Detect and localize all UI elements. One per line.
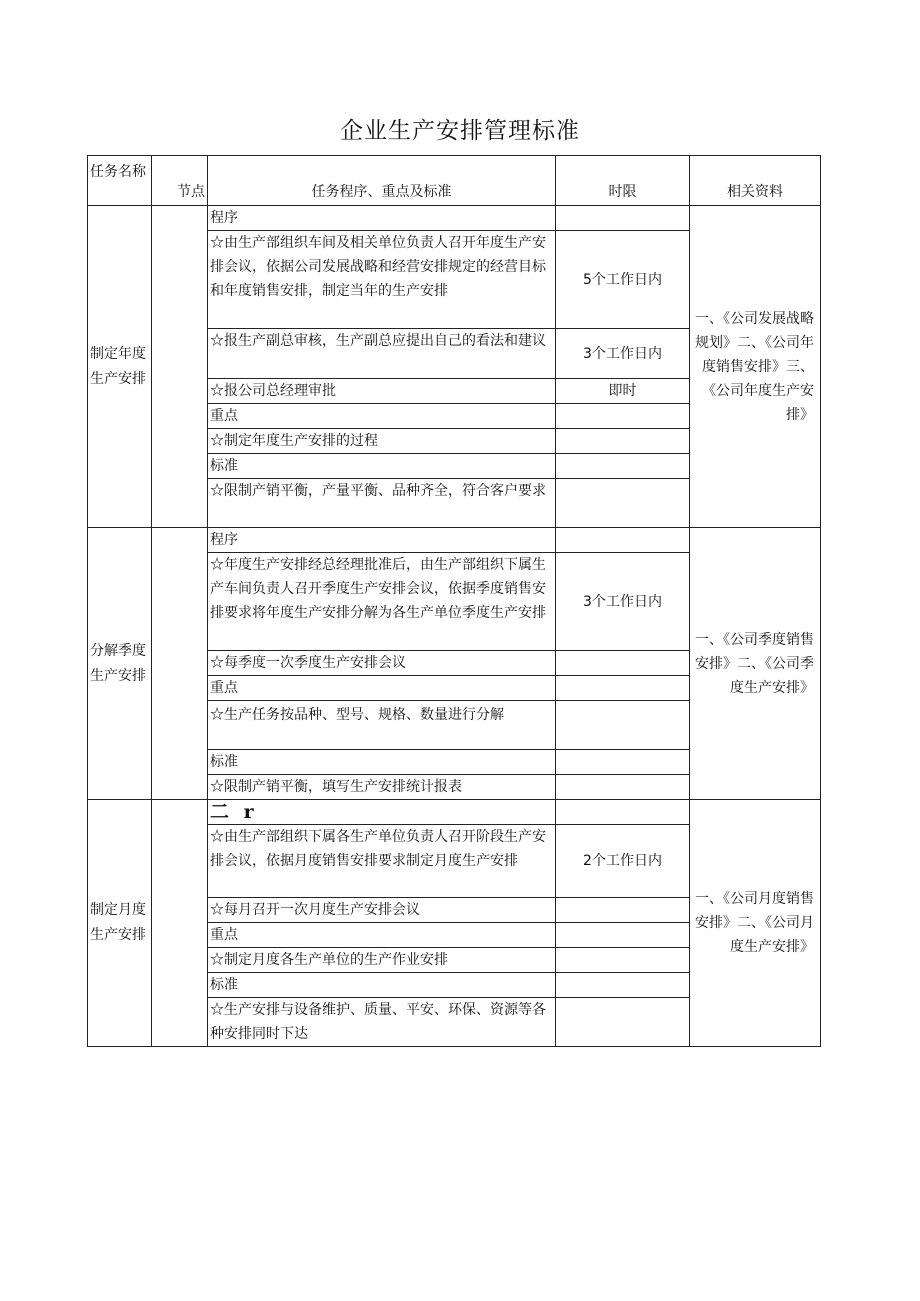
node-cell <box>152 206 208 528</box>
time-cell <box>556 775 690 800</box>
procedure-cell: ☆制定年度生产安排的过程 <box>208 429 556 454</box>
header-procedure: 任务程序、重点及标准 <box>208 156 556 206</box>
procedure-cell: 标准 <box>208 973 556 998</box>
time-cell <box>556 701 690 750</box>
time-cell <box>556 800 690 825</box>
time-cell: 5个工作日内 <box>556 231 690 329</box>
time-cell: 即时 <box>556 379 690 404</box>
procedure-cell: 标准 <box>208 750 556 775</box>
table-row <box>88 800 821 825</box>
node-cell <box>152 800 208 1047</box>
procedure-cell: ☆由生产部组织车间及相关单位负责人召开年度生产安排会议，依据公司发展战略和经营安排规定的经营目标和年度销售安排，制定当年的生产安排 <box>208 231 556 329</box>
header-reference: 相关资料 <box>690 156 821 206</box>
header-row <box>88 156 821 206</box>
procedure-cell: 程序 <box>208 206 556 231</box>
time-cell <box>556 750 690 775</box>
time-cell <box>556 898 690 923</box>
reference-quarterly: 一、《公司季度销售安排》二、《公司季度生产安排》 <box>690 528 821 800</box>
standards-table <box>87 155 821 1047</box>
time-cell <box>556 948 690 973</box>
task-name-quarterly: 分解季度生产安排 <box>88 528 152 800</box>
reference-annual: 一、《公司发展战略规划》二、《公司年度销售安排》三、《公司年度生产安排》 <box>690 206 821 528</box>
procedure-cell: ☆年度生产安排经总经理批准后，由生产部组织下属生产车间负责人召开季度生产安排会议，依据季度销售安排要求将年度生产安排分解为各生产单位季度生产安排 <box>208 553 556 651</box>
time-cell <box>556 404 690 429</box>
procedure-cell: ☆报生产副总审核，生产副总应提出自己的看法和建议 <box>208 329 556 379</box>
procedure-cell: 标准 <box>208 454 556 479</box>
time-cell <box>556 923 690 948</box>
procedure-cell: ☆每季度一次季度生产安排会议 <box>208 651 556 676</box>
procedure-cell: ☆报公司总经理审批 <box>208 379 556 404</box>
procedure-cell: ☆生产安排与设备维护、质量、平安、环保、资源等各种安排同时下达 <box>208 998 556 1047</box>
procedure-cell: ☆每月召开一次月度生产安排会议 <box>208 898 556 923</box>
procedure-cell: ☆制定月度各生产单位的生产作业安排 <box>208 948 556 973</box>
table-row <box>88 528 821 553</box>
header-node: 节点 <box>152 156 208 206</box>
time-cell <box>556 454 690 479</box>
node-cell <box>152 528 208 800</box>
time-cell: 2个工作日内 <box>556 825 690 898</box>
procedure-cell: 重点 <box>208 923 556 948</box>
procedure-cell: 重点 <box>208 676 556 701</box>
procedure-cell: ☆限制产销平衡，产量平衡、品种齐全，符合客户要求 <box>208 479 556 528</box>
task-name-monthly: 制定月度生产安排 <box>88 800 152 1047</box>
page-title: 企业生产安排管理标准 <box>340 118 580 144</box>
time-cell <box>556 973 690 998</box>
time-cell <box>556 429 690 454</box>
time-cell <box>556 676 690 701</box>
task-name-annual: 制定年度生产安排 <box>88 206 152 528</box>
time-cell <box>556 479 690 528</box>
procedure-cell: 二 r <box>208 800 556 825</box>
header-task-name: 任务名称 <box>88 156 152 206</box>
reference-monthly: 一、《公司月度销售安排》二、《公司月度生产安排》 <box>690 800 821 1047</box>
procedure-cell: 重点 <box>208 404 556 429</box>
procedure-cell: 程序 <box>208 528 556 553</box>
procedure-cell: ☆生产任务按品种、型号、规格、数量进行分解 <box>208 701 556 750</box>
time-cell <box>556 651 690 676</box>
time-cell: 3个工作日内 <box>556 329 690 379</box>
time-cell: 3个工作日内 <box>556 553 690 651</box>
time-cell <box>556 528 690 553</box>
header-time-limit: 时限 <box>556 156 690 206</box>
procedure-cell: ☆由生产部组织下属各生产单位负责人召开阶段生产安排会议，依据月度销售安排要求制定月度生产安排 <box>208 825 556 898</box>
time-cell <box>556 998 690 1047</box>
procedure-cell: ☆限制产销平衡，填写生产安排统计报表 <box>208 775 556 800</box>
table-row <box>88 206 821 231</box>
time-cell <box>556 206 690 231</box>
